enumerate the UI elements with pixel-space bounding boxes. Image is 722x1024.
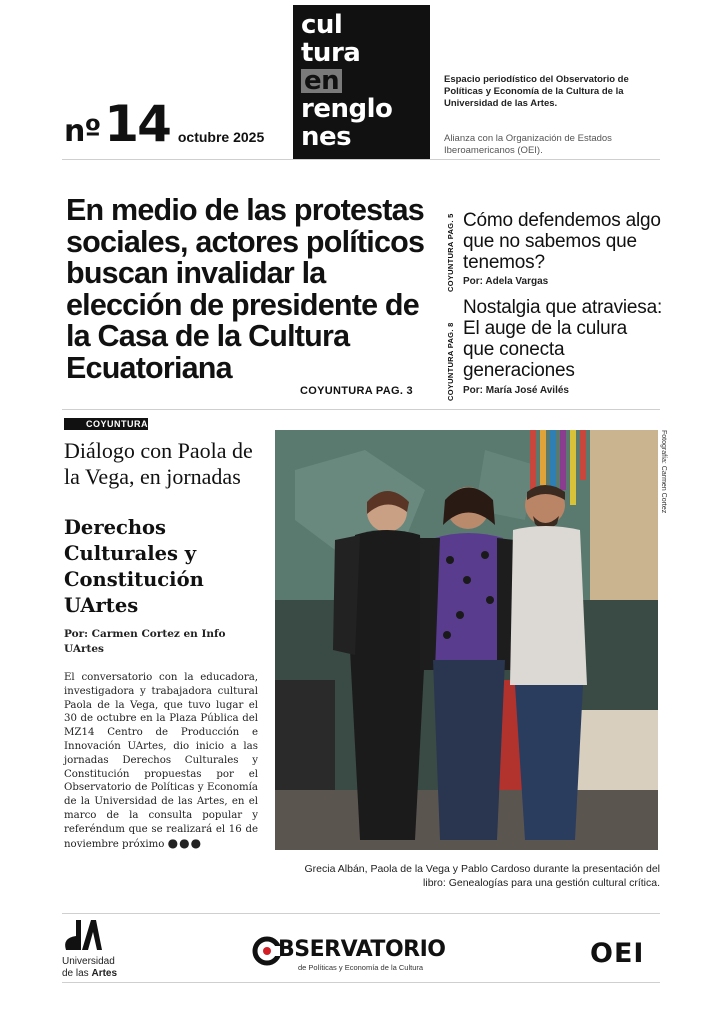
logo-line-5: nes bbox=[301, 122, 352, 152]
side-story-1-author: Por: Adela Vargas bbox=[463, 276, 549, 287]
logo-line-4: renglo bbox=[301, 94, 393, 124]
issue-number: 14 bbox=[104, 95, 170, 153]
side-story-2-author: Por: María José Avilés bbox=[463, 385, 569, 396]
article-byline: Por: Carmen Cortez en Info UArtes bbox=[64, 628, 226, 655]
side-story-2-label: COYUNTURA PAG. 8 bbox=[446, 322, 455, 401]
article-photo bbox=[275, 430, 658, 850]
main-headline-page-ref: COYUNTURA PAG. 3 bbox=[300, 385, 413, 397]
article-title-bold[interactable]: Derechos Culturales y Constitución UArtes bbox=[64, 516, 204, 617]
masthead-alliance: Alianza con la Organización de Estados Iberoamericanos (OEI). bbox=[444, 133, 612, 156]
uartes-logo[interactable] bbox=[62, 918, 142, 979]
issue-date: octubre 2025 bbox=[177, 129, 265, 145]
issue-block bbox=[64, 95, 265, 153]
section-tag: COYUNTURA bbox=[64, 418, 148, 430]
observatorio-word: BSERVATORIO bbox=[278, 937, 446, 962]
footer-divider-top bbox=[62, 913, 660, 914]
uartes-line2: de las Artes bbox=[62, 968, 118, 979]
headline-divider bbox=[62, 409, 660, 410]
side-story-2-title[interactable]: Nostalgia que atraviesa: El auge de la culura que conecta generaciones bbox=[463, 297, 663, 381]
photo-caption: Grecia Albán, Paola de la Vega y Pablo Cardoso durante la presentación del libro: Genealogías para una gestión cultural crítica. bbox=[304, 863, 660, 889]
uartes-mark-icon bbox=[62, 918, 102, 952]
masthead-tagline: Espacio periodístico del Observatorio de Políticas y Economía de la Cultura de la Universidad de las Artes. bbox=[444, 74, 629, 109]
logo-line-3: en bbox=[301, 69, 342, 93]
footer-divider-bottom bbox=[62, 982, 660, 983]
oei-logo[interactable]: OEI bbox=[590, 938, 645, 969]
article-body-text: El conversatorio con la educadora, investigadora y trabajadora cultural Paola de la Vega, que tuvo lugar el 30 de octubre en la Plaza Pública del MZ14 Centro de Producción e Innovación UArtes, dio inicio a las jornadas Derechos Culturales y Constitución propuestas por el Observatorio de Políticas y Economía de la Universidad de las Artes, en el marco de la consulta popular y referéndum que se realizará el 16 de noviembre próximo bbox=[64, 672, 258, 850]
photo-credit: Fotografía: Carmen Cortez bbox=[660, 430, 667, 514]
photo-illustration bbox=[275, 430, 658, 850]
side-story-2[interactable] bbox=[446, 297, 661, 401]
observatorio-subtitle: de Políticas y Economía de la Cultura bbox=[298, 963, 424, 972]
side-story-1-label: COYUNTURA PAG. 5 bbox=[446, 213, 455, 292]
article-body bbox=[64, 671, 258, 851]
masthead-divider bbox=[62, 159, 660, 160]
logo-line-2: tura bbox=[301, 38, 361, 68]
uartes-line1: Universidad bbox=[62, 956, 115, 967]
side-story-1-title[interactable]: Cómo defendemos algo que no sabemos que tenemos? bbox=[463, 210, 661, 273]
continue-marker[interactable]: ●●● bbox=[167, 835, 203, 850]
issue-prefix: nº bbox=[64, 114, 101, 149]
main-headline[interactable]: En medio de las protestas sociales, actores políticos buscan invalidar la elección de presidente de la Casa de la Cultura Ecuatoriana bbox=[66, 193, 425, 385]
cultura-en-renglones-logo bbox=[293, 5, 430, 160]
article-title-light[interactable]: Diálogo con Paola de la Vega, en jornadas bbox=[64, 438, 253, 489]
logo-line-1: cul bbox=[301, 10, 343, 40]
side-story-1[interactable] bbox=[446, 210, 661, 292]
